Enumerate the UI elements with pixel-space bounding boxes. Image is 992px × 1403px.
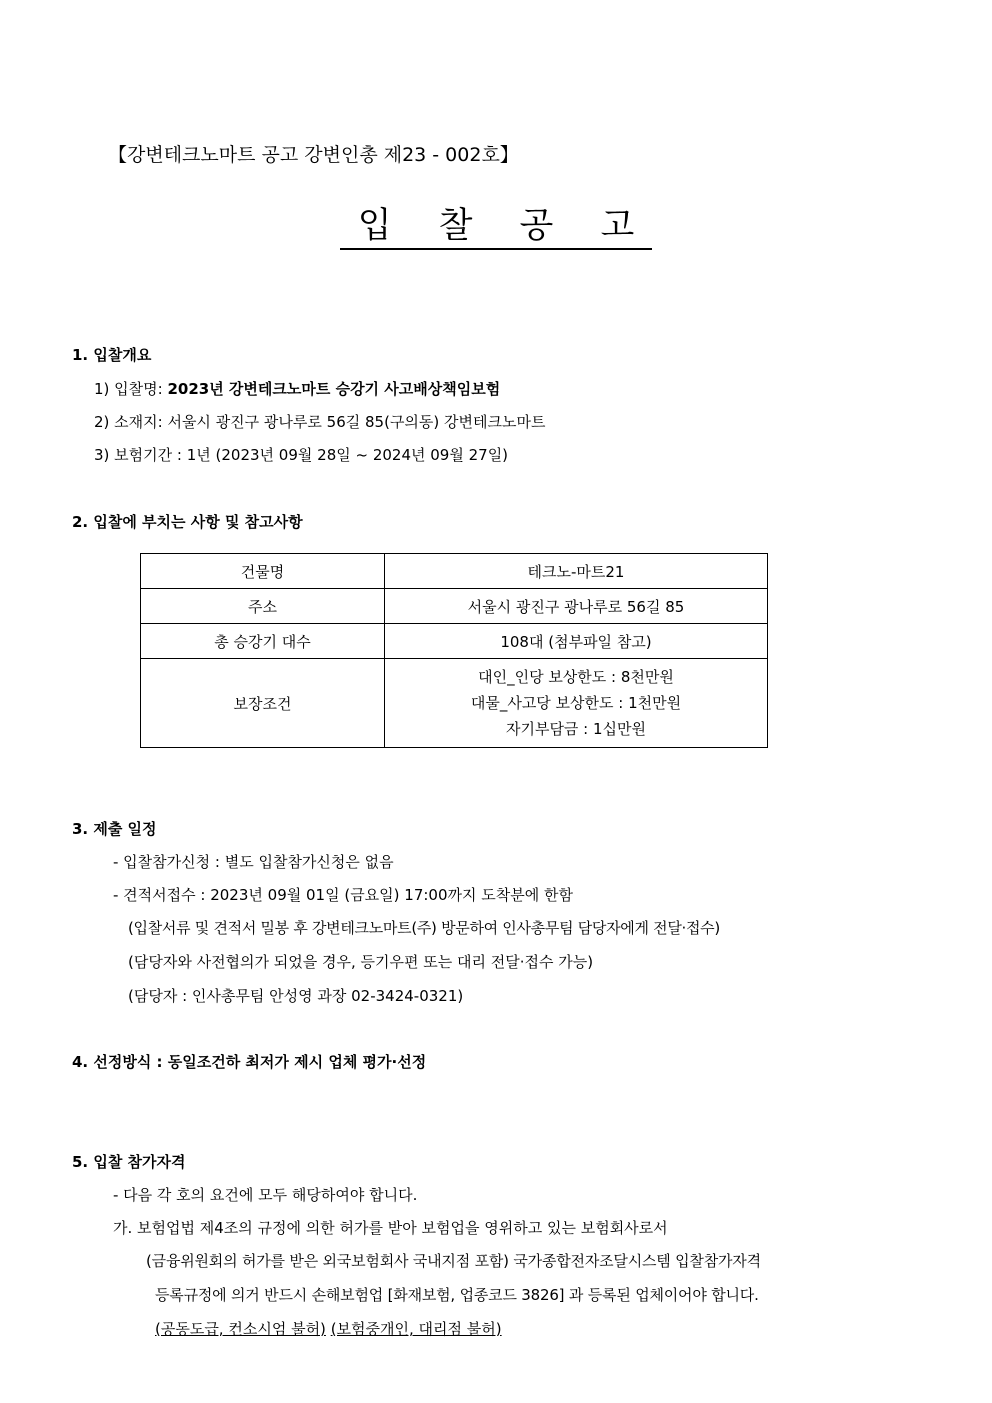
section1-heading: 1. 입찰개요	[72, 346, 152, 364]
coverage-line: 자기부담금 : 1십만원	[505, 720, 647, 738]
coverage-line: 대인_인당 보상한도 : 8천만원	[478, 668, 674, 686]
table-row	[141, 624, 768, 659]
section2-heading: 2. 입찰에 부치는 사항 및 참고사항	[72, 513, 303, 531]
section1-item2: 2) 소재지: 서울시 광진구 광나루로 56길 85(구의동) 강변테크노마트	[94, 413, 546, 431]
section5-line1: - 다음 각 호의 요건에 모두 해당하여야 합니다.	[113, 1186, 418, 1204]
section5-line2: 가. 보험업법 제4조의 규정에 의한 허가를 받아 보험업을 영위하고 있는 보험회사로서	[113, 1219, 668, 1237]
section3-heading: 3. 제출 일정	[72, 820, 157, 838]
table-row	[141, 659, 768, 748]
notice-number: 【강변테크노마트 공고 강변인총 제23 - 002호】	[108, 144, 519, 166]
section4-heading: 4. 선정방식 : 동일조건하 최저가 제시 업체 평가·선정	[72, 1053, 427, 1071]
section1-item1-value: 2023년 강변테크노마트 승강기 사고배상책임보험	[167, 380, 501, 398]
section3-line2: - 견적서접수 : 2023년 09월 01일 (금요일) 17:00까지 도착분에 한함	[113, 886, 573, 904]
coverage-line: 대물_사고당 보상한도 : 1천만원	[470, 694, 682, 712]
section3-line1: - 입찰참가신청 : 별도 입찰참가신청은 없음	[113, 853, 394, 871]
section5-line5	[155, 1318, 502, 1339]
section3-line3: (입찰서류 및 견적서 밀봉 후 강변테크노마트(주) 방문하여 인사총무팀 담당자에게 전달·접수)	[128, 919, 720, 937]
table-cell-value: 108대 (첨부파일 참고)	[385, 624, 768, 659]
conditions-table	[140, 553, 768, 748]
section5-heading: 5. 입찰 참가자격	[72, 1153, 186, 1171]
section5-line4: 등록규정에 의거 반드시 손해보험업 [화재보험, 업종코드 3826] 과 등록된 업체이어야 합니다.	[155, 1286, 759, 1304]
table-row	[141, 554, 768, 589]
table-row	[141, 589, 768, 624]
table-cell-value: 서울시 광진구 광나루로 56길 85	[385, 589, 768, 624]
restriction-joint-bid: (공동도급, 컨소시엄 불허)	[155, 1320, 326, 1338]
section1-item3: 3) 보험기간 : 1년 (2023년 09월 28일 ~ 2024년 09월 27일)	[94, 446, 509, 464]
page-title-text: 입 찰 공 고	[340, 206, 653, 250]
section3-line4: (담당자와 사전협의가 되었을 경우, 등기우편 또는 대리 전달·접수 가능)	[128, 953, 594, 971]
section1-item1-label: 1) 입찰명:	[94, 380, 168, 398]
section3-line5: (담당자 : 인사총무팀 안성영 과장 02-3424-0321)	[128, 987, 464, 1005]
page-title	[0, 198, 992, 248]
table-cell-label: 총 승강기 대수	[141, 624, 385, 659]
table-cell-label: 주소	[141, 589, 385, 624]
table-cell-coverage	[385, 659, 768, 748]
section5-line3: (금융위원회의 허가를 받은 외국보험회사 국내지점 포함) 국가종합전자조달시스템 입찰참가자격	[146, 1252, 761, 1270]
section1-item1	[94, 378, 500, 399]
table-cell-label: 보장조건	[141, 659, 385, 748]
restriction-broker: (보험중개인, 대리점 불허)	[330, 1320, 502, 1338]
table-cell-label: 건물명	[141, 554, 385, 589]
table-cell-value: 테크노-마트21	[385, 554, 768, 589]
